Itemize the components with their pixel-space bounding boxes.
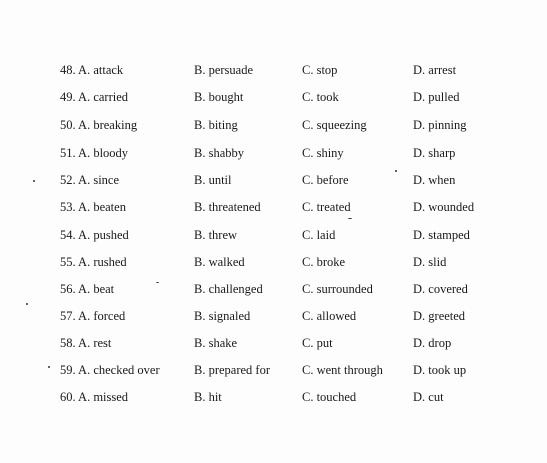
option-c: C. broke bbox=[302, 255, 346, 269]
scan-speck bbox=[48, 366, 50, 368]
option-c: C. put bbox=[302, 336, 333, 350]
option-c: C. laid bbox=[302, 228, 336, 242]
scan-speck bbox=[156, 282, 159, 283]
option-a: 48. A. attack bbox=[60, 63, 124, 77]
option-b: B. prepared for bbox=[194, 363, 271, 377]
option-b: B. persuade bbox=[194, 63, 254, 77]
option-a: 56. A. beat bbox=[60, 282, 115, 296]
scan-speck bbox=[26, 303, 28, 305]
option-a: 60. A. missed bbox=[60, 390, 129, 404]
option-a: 54. A. pushed bbox=[60, 228, 129, 242]
option-c: C. before bbox=[302, 173, 349, 187]
option-c: C. allowed bbox=[302, 309, 357, 323]
option-d: D. drop bbox=[413, 336, 452, 350]
option-d: D. cut bbox=[413, 390, 444, 404]
option-b: B. shake bbox=[194, 336, 238, 350]
question-row-50 bbox=[0, 115, 547, 135]
scan-speck bbox=[395, 170, 397, 172]
question-row-60 bbox=[0, 387, 547, 407]
question-row-53 bbox=[0, 197, 547, 217]
option-b: B. threatened bbox=[194, 200, 261, 214]
option-b: B. bought bbox=[194, 90, 244, 104]
scan-speck bbox=[348, 218, 352, 219]
option-c: C. went through bbox=[302, 363, 383, 377]
option-b: B. walked bbox=[194, 255, 245, 269]
option-d: D. covered bbox=[413, 282, 468, 296]
option-a: 50. A. breaking bbox=[60, 118, 138, 132]
option-b: B. threw bbox=[194, 228, 238, 242]
question-row-58 bbox=[0, 333, 547, 353]
option-a: 55. A. rushed bbox=[60, 255, 127, 269]
question-row-51 bbox=[0, 143, 547, 163]
option-d: D. when bbox=[413, 173, 456, 187]
option-d: D. pulled bbox=[413, 90, 460, 104]
option-b: B. challenged bbox=[194, 282, 263, 296]
option-d: D. greeted bbox=[413, 309, 466, 323]
option-b: B. biting bbox=[194, 118, 238, 132]
question-row-54 bbox=[0, 225, 547, 245]
question-row-57 bbox=[0, 306, 547, 326]
option-a: 57. A. forced bbox=[60, 309, 126, 323]
option-a: 52. A. since bbox=[60, 173, 120, 187]
option-a: 58. A. rest bbox=[60, 336, 112, 350]
option-c: C. treated bbox=[302, 200, 351, 214]
option-a: 53. A. beaten bbox=[60, 200, 126, 214]
option-c: C. shiny bbox=[302, 146, 344, 160]
option-c: C. surrounded bbox=[302, 282, 373, 296]
option-b: B. until bbox=[194, 173, 232, 187]
option-d: D. wounded bbox=[413, 200, 475, 214]
option-d: D. sharp bbox=[413, 146, 456, 160]
option-d: D. took up bbox=[413, 363, 467, 377]
question-row-49 bbox=[0, 87, 547, 107]
question-row-59 bbox=[0, 360, 547, 380]
option-b: B. signaled bbox=[194, 309, 251, 323]
option-b: B. shabby bbox=[194, 146, 244, 160]
option-c: C. took bbox=[302, 90, 339, 104]
option-d: D. arrest bbox=[413, 63, 457, 77]
option-c: C. touched bbox=[302, 390, 357, 404]
option-a: 49. A. carried bbox=[60, 90, 129, 104]
option-c: C. squeezing bbox=[302, 118, 367, 132]
option-d: D. slid bbox=[413, 255, 447, 269]
question-row-55 bbox=[0, 252, 547, 272]
option-b: B. hit bbox=[194, 390, 222, 404]
scan-speck bbox=[33, 180, 35, 182]
option-a: 59. A. checked over bbox=[60, 363, 160, 377]
option-d: D. stamped bbox=[413, 228, 470, 242]
option-c: C. stop bbox=[302, 63, 338, 77]
question-row-48 bbox=[0, 60, 547, 80]
option-a: 51. A. bloody bbox=[60, 146, 129, 160]
question-row-52 bbox=[0, 170, 547, 190]
option-d: D. pinning bbox=[413, 118, 467, 132]
question-row-56 bbox=[0, 279, 547, 299]
